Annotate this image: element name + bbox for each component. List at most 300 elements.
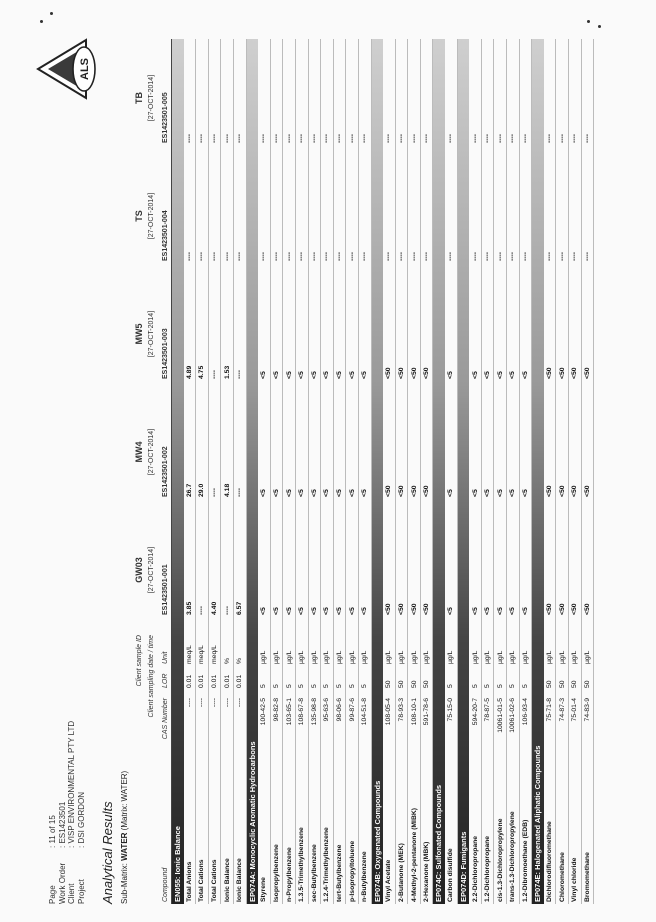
lor-value: 5 [496, 684, 504, 688]
unit-value: % [223, 657, 231, 664]
result-value: <5 [298, 489, 306, 497]
section-header: EP074A: Monocyclic Aromatic Hydrocarbons [247, 39, 259, 904]
cas-number: 98-82-8 [273, 698, 281, 722]
compound-name: Vinyl Acetate [385, 859, 393, 902]
table-row [469, 39, 482, 904]
sample-id: GW03 [134, 557, 144, 583]
result-value: ---- [546, 251, 554, 261]
cas-number: ---- [198, 698, 206, 708]
table-row [209, 39, 222, 904]
result-value: ---- [211, 487, 219, 497]
unit-value: µg/L [260, 650, 268, 664]
lor-value: 5 [484, 684, 492, 688]
result-value: ---- [285, 133, 293, 143]
result-value: 4.89 [185, 365, 193, 379]
result-value: <5 [509, 607, 517, 615]
result-value: <5 [310, 489, 318, 497]
compound-name: tert-Butylbenzene [336, 844, 344, 902]
result-value: <5 [298, 607, 306, 615]
unit-value: µg/L [348, 650, 356, 664]
table-row [507, 39, 520, 904]
result-value: ---- [298, 133, 306, 143]
table-row [569, 39, 582, 904]
cas-number: 103-65-1 [285, 698, 293, 726]
cas-number: 75-01-4 [571, 698, 579, 722]
result-value: <5 [260, 607, 268, 615]
table-row [196, 39, 209, 904]
compound-name: Ionic Balance [236, 858, 244, 902]
results-table [133, 39, 594, 904]
result-value: <5 [323, 607, 331, 615]
result-value: <5 [273, 607, 281, 615]
unit-value: µg/L [410, 650, 418, 664]
result-value: <50 [423, 367, 431, 379]
section-header: EP074B: Oxygenated Compounds [372, 39, 384, 904]
result-value: ---- [236, 133, 244, 143]
unit-value: µg/L [397, 650, 405, 664]
result-value: ---- [236, 369, 244, 379]
table-row [396, 39, 409, 904]
cas-column-header: CAS Number [161, 698, 169, 740]
project-label: Project [76, 879, 86, 904]
result-value: ---- [571, 133, 579, 143]
result-value: ---- [521, 251, 529, 261]
result-value: <50 [423, 603, 431, 615]
result-value: ---- [447, 133, 455, 143]
unit-value: µg/L [496, 650, 504, 664]
result-value: <5 [285, 371, 293, 379]
cas-number: 10061-02-6 [509, 698, 517, 733]
cas-number: 594-20-7 [471, 698, 479, 726]
result-value: ---- [260, 133, 268, 143]
compound-name: 2.2-Dichloropropane [471, 835, 479, 902]
als-logo [36, 36, 100, 102]
compound-name: Vinyl chloride [571, 857, 579, 902]
result-value: ---- [260, 251, 268, 261]
result-value: <5 [509, 489, 517, 497]
cas-number: 104-51-8 [361, 698, 369, 726]
result-value: <5 [260, 371, 268, 379]
result-value: <5 [361, 489, 369, 497]
table-row [321, 39, 334, 904]
result-value: <50 [385, 485, 393, 497]
result-value: <5 [285, 607, 293, 615]
cas-number: ---- [236, 698, 244, 708]
sample-id: TB [134, 92, 144, 104]
lor-value: 5 [509, 684, 517, 688]
unit-value: µg/L [521, 650, 529, 664]
result-value: <50 [558, 485, 566, 497]
result-value: <5 [348, 607, 356, 615]
unit-value: µg/L [546, 650, 554, 664]
lor-value: 5 [273, 684, 281, 688]
lab-sample-id: ES1423501-003 [161, 328, 169, 379]
table-row [482, 39, 495, 904]
result-value: <5 [273, 371, 281, 379]
client-label: Client [67, 883, 77, 904]
result-value: ---- [185, 133, 193, 143]
result-value: ---- [546, 133, 554, 143]
sampling-date-label: Client sampling date / time [147, 635, 155, 718]
result-value: ---- [397, 133, 405, 143]
result-value: <5 [348, 371, 356, 379]
result-value: <5 [361, 607, 369, 615]
result-value: ---- [223, 133, 231, 143]
result-value: ---- [361, 251, 369, 261]
result-value: ---- [496, 133, 504, 143]
result-value: <50 [583, 603, 591, 615]
work-order-value: : ES1423501 [57, 801, 67, 848]
result-value: <5 [447, 607, 455, 615]
unit-value: meq/L [198, 645, 206, 664]
cas-number: 10061-01-5 [496, 698, 504, 733]
lor-value: 5 [310, 684, 318, 688]
logo-text: ALS [79, 58, 91, 80]
cas-number: ---- [223, 698, 231, 708]
result-value: <50 [583, 485, 591, 497]
unit-value: µg/L [310, 650, 318, 664]
table-row [221, 39, 234, 904]
page-label: Page [48, 885, 57, 904]
result-value: ---- [223, 251, 231, 261]
lor-column-header: LOR [161, 673, 169, 688]
result-value: ---- [361, 133, 369, 143]
result-value: <5 [336, 489, 344, 497]
sub-matrix-value: WATER [120, 832, 129, 861]
result-value: <50 [558, 603, 566, 615]
compound-name: 1.2-Dibromoethane (EDB) [521, 819, 529, 902]
unit-value: µg/L [336, 650, 344, 664]
table-row [283, 39, 296, 904]
lor-value: 0.01 [223, 674, 231, 688]
table-row [421, 39, 434, 904]
result-value: ---- [336, 251, 344, 261]
compound-name: Ionic Balance [223, 858, 231, 902]
work-order-number: ES1423501 [57, 801, 67, 844]
sample-id: MW5 [134, 323, 144, 345]
result-value: ---- [583, 133, 591, 143]
result-value: <5 [496, 371, 504, 379]
compound-name: 1.2-Dichloropropane [484, 835, 492, 902]
sampling-date-row [145, 39, 157, 904]
table-row [494, 39, 507, 904]
result-value: ---- [323, 133, 331, 143]
unit-value: µg/L [484, 650, 492, 664]
compound-name: trans-1.3-Dichloropropylene [509, 811, 517, 902]
lor-value: 5 [323, 684, 331, 688]
sample-id: MW4 [134, 441, 144, 463]
lor-value: 50 [410, 680, 418, 688]
lor-value: 0.01 [236, 674, 244, 688]
compound-name: p-Isopropyltoluene [348, 840, 356, 902]
column-header-row [159, 39, 172, 904]
unit-value: µg/L [273, 650, 281, 664]
result-value: ---- [185, 251, 193, 261]
result-value: ---- [484, 251, 492, 261]
result-value: <5 [336, 607, 344, 615]
table-row [445, 39, 458, 904]
result-value: <5 [496, 489, 504, 497]
project-value: : DSI GORDON [76, 791, 86, 848]
section-header: EP074C: Sulfonated Compounds [433, 39, 445, 904]
compound-name: Dichlorodifluoromethane [546, 821, 554, 902]
unit-value: µg/L [509, 650, 517, 664]
result-value: ---- [336, 133, 344, 143]
result-value: <5 [361, 371, 369, 379]
result-value: <50 [546, 485, 554, 497]
lab-sample-id: ES1423501-005 [161, 92, 169, 143]
section-header: EN055: Ionic Balance [172, 39, 184, 904]
cas-number: 135-98-8 [310, 698, 318, 726]
sub-matrix-label: Sub-Matrix: [120, 863, 129, 904]
compound-name: 4-Methyl-2-pentanone (MIBK) [410, 807, 418, 902]
result-value: <5 [348, 489, 356, 497]
cas-number: 108-67-8 [298, 698, 306, 726]
page-title: Analytical Results [100, 801, 115, 904]
table-row [346, 39, 359, 904]
results-table-body [172, 39, 594, 904]
table-row [544, 39, 557, 904]
compound-name: Total Cations [211, 859, 219, 902]
cas-number: 78-93-3 [397, 698, 405, 722]
sample-date: [27-OCT-2014] [147, 428, 155, 476]
result-value: <50 [410, 367, 418, 379]
lab-sample-id: ES1423501-001 [161, 564, 169, 615]
result-value: 4.75 [198, 365, 206, 379]
lor-value: 5 [336, 684, 344, 688]
result-value: ---- [423, 133, 431, 143]
result-value: <5 [260, 489, 268, 497]
result-value: <5 [521, 489, 529, 497]
unit-value: meq/L [211, 645, 219, 664]
table-row [556, 39, 569, 904]
unit-value: % [236, 657, 244, 664]
result-value: <50 [571, 367, 579, 379]
unit-column-header: Unit [161, 651, 169, 664]
sample-date: [27-OCT-2014] [147, 74, 155, 122]
result-value: <50 [546, 603, 554, 615]
result-value: ---- [310, 133, 318, 143]
result-value: <50 [385, 367, 393, 379]
cas-number: 74-87-3 [558, 698, 566, 722]
lor-value: 50 [397, 680, 405, 688]
lor-value: 50 [558, 680, 566, 688]
result-value: ---- [558, 133, 566, 143]
sample-date: [27-OCT-2014] [147, 310, 155, 358]
lor-value: 5 [521, 684, 529, 688]
result-value: ---- [285, 251, 293, 261]
unit-value: µg/L [558, 650, 566, 664]
unit-value: µg/L [385, 650, 393, 664]
result-value: <5 [484, 371, 492, 379]
result-value: <50 [410, 603, 418, 615]
result-value: ---- [509, 133, 517, 143]
compound-name: 2-Hexanone (MBK) [423, 841, 431, 902]
result-value: ---- [236, 487, 244, 497]
compound-name: n-Butylbenzene [361, 851, 369, 902]
result-value: <5 [496, 607, 504, 615]
result-value: 1.53 [223, 365, 231, 379]
sample-id: TS [134, 210, 144, 222]
result-value: ---- [323, 251, 331, 261]
sample-date: [27-OCT-2014] [147, 192, 155, 240]
lor-value: 5 [260, 684, 268, 688]
result-value: <5 [285, 489, 293, 497]
lor-value: 5 [285, 684, 293, 688]
result-value: ---- [211, 133, 219, 143]
result-value: ---- [558, 251, 566, 261]
table-row [184, 39, 197, 904]
cas-number: 99-87-6 [348, 698, 356, 722]
result-value: <50 [410, 485, 418, 497]
result-value: <5 [471, 607, 479, 615]
result-value: ---- [471, 133, 479, 143]
compound-name: Isopropylbenzene [273, 844, 281, 902]
result-value: <5 [447, 371, 455, 379]
result-value: 6.57 [236, 601, 244, 615]
compound-column-header: Compound [161, 867, 169, 902]
result-value: <5 [521, 371, 529, 379]
table-row [383, 39, 396, 904]
result-value: <5 [298, 371, 306, 379]
compound-name: 2-Butanone (MEK) [397, 843, 405, 902]
result-value: ---- [198, 605, 206, 615]
section-header: EP074D: Fumigants [458, 39, 470, 904]
cas-number: ---- [211, 698, 219, 708]
cas-number: 75-15-0 [447, 698, 455, 722]
result-value: <50 [397, 603, 405, 615]
client-sample-id-label: Client sample ID [135, 635, 143, 687]
cas-number: 591-78-6 [423, 698, 431, 726]
result-value: ---- [198, 251, 206, 261]
compound-name: 1.3.5-Trimethylbenzene [298, 827, 306, 902]
result-value: <50 [546, 367, 554, 379]
result-value: ---- [521, 133, 529, 143]
compound-name: cis-1.3-Dichloropropylene [496, 818, 504, 902]
lab-sample-id: ES1423501-002 [161, 446, 169, 497]
result-value: <5 [323, 371, 331, 379]
lor-value: 50 [385, 680, 393, 688]
compound-name: Total Anions [185, 861, 193, 902]
result-value: <50 [571, 603, 579, 615]
cas-number: 95-63-6 [323, 698, 331, 722]
lor-value: 50 [571, 680, 579, 688]
lor-value: 0.01 [198, 674, 206, 688]
table-row [520, 39, 533, 904]
result-value: ---- [211, 251, 219, 261]
table-row [296, 39, 309, 904]
sample-date: [27-OCT-2014] [147, 546, 155, 594]
lor-value: 5 [447, 684, 455, 688]
result-value: <5 [484, 489, 492, 497]
result-value: ---- [211, 369, 219, 379]
result-value: ---- [496, 251, 504, 261]
result-value: 29.0 [198, 483, 206, 497]
compound-name: Bromomethane [583, 852, 591, 902]
result-value: ---- [236, 251, 244, 261]
result-value: <5 [521, 607, 529, 615]
result-value: <5 [471, 489, 479, 497]
unit-value: µg/L [323, 650, 331, 664]
result-value: ---- [423, 251, 431, 261]
result-value: 4.18 [223, 483, 231, 497]
lor-value: 50 [423, 680, 431, 688]
report-header [48, 721, 86, 904]
result-value: <50 [423, 485, 431, 497]
result-value: <5 [509, 371, 517, 379]
result-value: <5 [471, 371, 479, 379]
result-value: <50 [397, 367, 405, 379]
table-row [359, 39, 372, 904]
result-value: <5 [447, 489, 455, 497]
result-value: ---- [273, 133, 281, 143]
result-value: ---- [348, 133, 356, 143]
cas-number: 74-83-9 [583, 698, 591, 722]
unit-value: µg/L [285, 650, 293, 664]
result-value: <50 [583, 367, 591, 379]
table-row [334, 39, 347, 904]
result-value: ---- [198, 133, 206, 143]
result-value: <5 [484, 607, 492, 615]
lor-value: 5 [361, 684, 369, 688]
lor-value: 50 [583, 680, 591, 688]
table-row [234, 39, 247, 904]
result-value: <5 [273, 489, 281, 497]
section-header: EP074E: Halogenated Aliphatic Compounds [532, 39, 544, 904]
result-value: ---- [348, 251, 356, 261]
result-value: <5 [310, 371, 318, 379]
lor-value: 5 [348, 684, 356, 688]
compound-name: Total Cations [198, 859, 206, 902]
lor-value: 0.01 [211, 674, 219, 688]
result-value: <50 [385, 603, 393, 615]
compound-name: Carbon disulfide [447, 848, 455, 902]
table-row [271, 39, 284, 904]
table-row [309, 39, 322, 904]
result-value: ---- [223, 605, 231, 615]
cas-number: 75-71-8 [546, 698, 554, 722]
cas-number: 106-93-4 [521, 698, 529, 726]
cas-number: 108-05-4 [385, 698, 393, 726]
compound-name: n-Propylbenzene [285, 847, 293, 902]
cas-number: 98-06-6 [336, 698, 344, 722]
unit-value: meq/L [185, 645, 193, 664]
lab-sample-id: ES1423501-004 [161, 210, 169, 261]
result-value: ---- [571, 251, 579, 261]
result-value: ---- [583, 251, 591, 261]
unit-value: µg/L [423, 650, 431, 664]
lor-value: 0.01 [185, 674, 193, 688]
result-value: ---- [471, 251, 479, 261]
lor-value: 5 [471, 684, 479, 688]
result-value: ---- [447, 251, 455, 261]
result-value: ---- [410, 251, 418, 261]
table-row [258, 39, 271, 904]
sample-id-row [133, 39, 145, 904]
sub-matrix-detail: (Matrix: WATER) [120, 770, 129, 831]
lor-value: 5 [298, 684, 306, 688]
work-order-label: Work Order [57, 862, 67, 904]
compound-name: sec-Butylbenzene [310, 844, 318, 902]
compound-name: Chloromethane [558, 852, 566, 902]
compound-name: Styrene [260, 877, 268, 902]
result-value: 3.85 [185, 601, 193, 615]
result-value: <50 [397, 485, 405, 497]
client-value: : VISP ENVIRONMENTAL PTY LTD [67, 720, 77, 848]
cas-number: 78-87-5 [484, 698, 492, 722]
client-name: VISP ENVIRONMENTAL PTY LTD [67, 720, 77, 844]
unit-value: µg/L [298, 650, 306, 664]
